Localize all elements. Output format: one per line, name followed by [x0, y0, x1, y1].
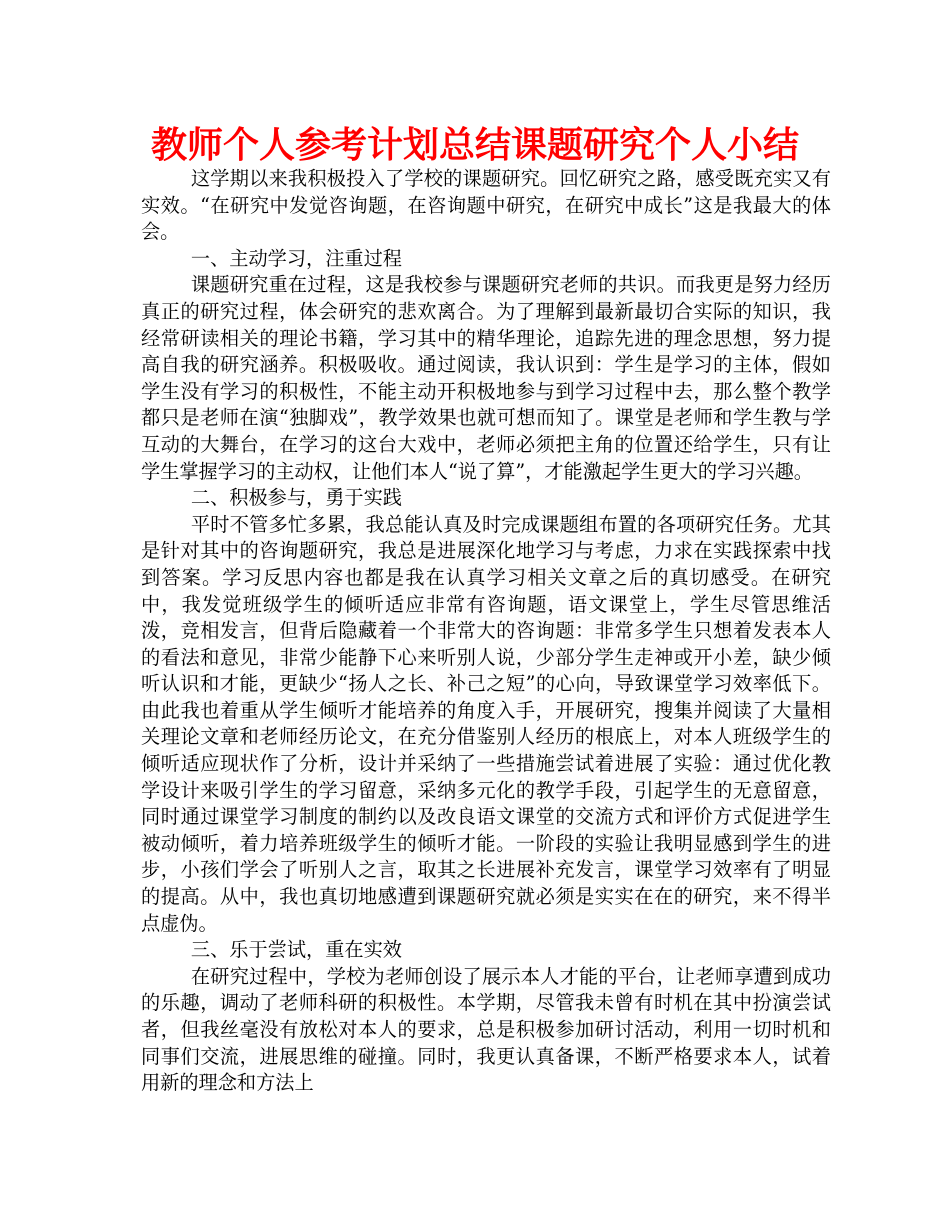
- paragraph-section-2: 平时不管多忙多累，我总能认真及时完成课题组布置的各项研究任务。尤其是针对其中的咨询题研究，我总是进展深化地学习与考虑，力求在实践探索中找到答案。学习反思内容也都是我在认真学习相关文章之后的真切感受。在研究中，我发觉班级学生的倾听适应非常有咨询题，语文课堂上，学生尽管思维活泼，竞相发言，但背后隐藏着一个非常大的咨询题：非常多学生只想着发表本人的看法和意见，非常少能静下心来听别人说，少部分学生走神或开小差，缺少倾听认识和才能，更缺少“扬人之长、补己之短”的心向，导致课堂学习效率低下。由此我也着重从学生倾听才能培养的角度入手，开展研究，搜集并阅读了大量相关理论文章和老师经历论文，在充分借鉴别人经历的根底上，对本人班级学生的倾听适应现状作了分析，设计并采纳了一些措施尝试着进展了实验：通过优化教学设计来吸引学生的学习留意，采纳多元化的教学手段，引起学生的无意留意，同时通过课堂学习制度的制约以及改良语文课堂的交流方式和评价方式促进学生被动倾听，着力培养班级学生的倾听才能。一阶段的实验让我明显感到学生的进步，小孩们学会了听别人之言，取其之长进展补充发言，课堂学习效率有了明显的提高。从中，我也真切地感遭到课题研究就必须是实实在在的研究，来不得半点虚伪。: [141, 512, 831, 935]
- section-heading-3: 三、乐于尝试，重在实效: [190, 938, 402, 962]
- document-body: [141, 166, 831, 1097]
- paragraph-section-3: 在研究过程中，学校为老师创设了展示本人才能的平台，让老师享遭到成功的乐趣，调动了老师科研的积极性。本学期，尽管我未曾有时机在其中扮演尝试者，但我丝毫没有放松对本人的要求，总是积极参加研讨活动，利用一切时机和同事们交流，进展思维的碰撞。同时，我更认真备课，不断严格要求本人，试着用新的理念和方法上: [141, 964, 831, 1095]
- document-title: 教师个人参考计划总结课题研究个人小结: [150, 125, 799, 166]
- section-heading-1: 一、主动学习，注重过程: [190, 246, 402, 270]
- section-heading-2: 二、积极参与，勇于实践: [190, 486, 402, 510]
- paragraph-section-1: 课题研究重在过程，这是我校参与课题研究老师的共识。而我更是努力经历真正的研究过程，体会研究的悲欢离合。为了理解到最新最切合实际的知识，我经常研读相关的理论书籍，学习其中的精华理论，追踪先进的理念思想，努力提高自我的研究涵养。积极吸收。通过阅读，我认识到：学生是学习的主体，假如学生没有学习的积极性，不能主动开积极地参与到学习过程中去，那么整个教学都只是老师在演“独脚戏”，教学效果也就可想而知了。课堂是老师和学生教与学互动的大舞台，在学习的这台大戏中，老师必须把主角的位置还给学生，只有让学生掌握学习的主动权，让他们本人“说了算”，才能激起学生更大的学习兴趣。: [141, 273, 831, 483]
- paragraph-intro: 这学期以来我积极投入了学校的课题研究。回忆研究之路，感受既充实又有实效。“在研究中发觉咨询题，在咨询题中研究，在研究中成长”这是我最大的体会。: [141, 167, 831, 244]
